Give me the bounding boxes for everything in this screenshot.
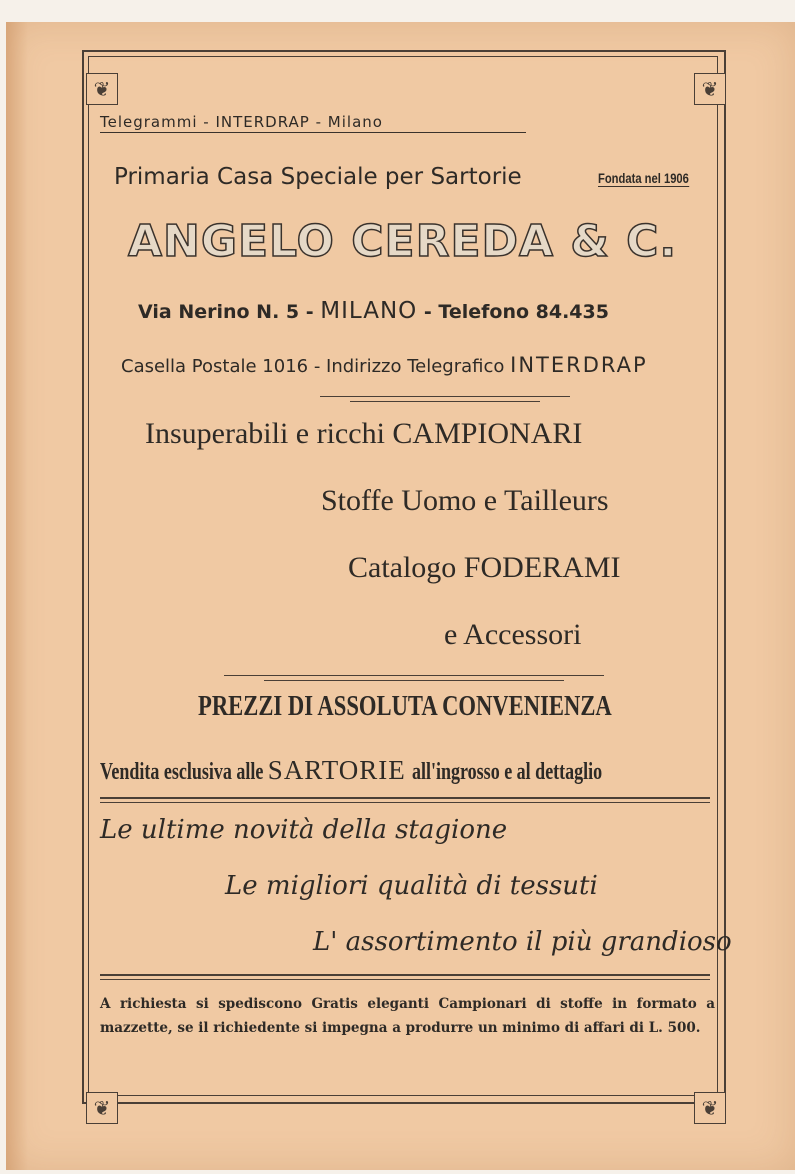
divider [224, 675, 604, 676]
postal-box: Casella Postale 1016 - Indirizzo Telegrafico [121, 356, 505, 377]
divider [350, 401, 540, 402]
city-name: MILANO [320, 298, 418, 324]
highlight-line: Le migliori qualità di tessuti [225, 871, 598, 901]
double-rule [100, 797, 710, 799]
highlight-line: L' assortimento il più grandioso [313, 927, 732, 957]
telegram-address: Telegrammi - INTERDRAP - Milano [100, 113, 526, 133]
offer-line: e Accessori [444, 618, 582, 651]
address-line [138, 298, 609, 324]
company-name: ANGELO CEREDA & C. [128, 216, 678, 267]
double-rule [100, 802, 710, 803]
double-rule [100, 974, 710, 976]
offer-line: Catalogo FODERAMI [348, 551, 621, 584]
offer-line: Stoffe Uomo e Tailleurs [321, 484, 609, 517]
sales-target: SARTORIE [267, 755, 406, 785]
founded-note: Fondata nel 1906 [598, 170, 689, 186]
divider [264, 680, 564, 681]
tagline: Primaria Casa Speciale per Sartorie [114, 164, 522, 190]
sales-prefix: Vendita esclusiva alle [100, 759, 264, 785]
street-address: Via Nerino N. 5 - [138, 301, 314, 323]
highlight-line: Le ultime novità della stagione [100, 815, 508, 845]
phone-number: - Telefono 84.435 [423, 301, 609, 323]
floral-ornament-icon: ❦ [694, 73, 726, 105]
sales-line [100, 755, 665, 786]
worn-edge [6, 22, 28, 1170]
postal-line [121, 353, 648, 377]
prices-headline: PREZZI DI ASSOLUTA CONVENIENZA [198, 690, 612, 722]
divider [320, 396, 570, 397]
telegraphic-code: INTERDRAP [510, 353, 648, 377]
floral-ornament-icon: ❦ [694, 1092, 726, 1124]
sales-suffix: all'ingrosso e al dettaglio [411, 759, 602, 785]
floral-ornament-icon: ❦ [86, 73, 118, 105]
double-rule [100, 979, 710, 980]
request-notice: A richiesta si spediscono Gratis eleganti Campionari di stoffe in formato a mazzette, se il richiedente si impegna a produrre un minimo di affari di L. 500. [100, 996, 715, 1036]
floral-ornament-icon: ❦ [86, 1092, 118, 1124]
offer-line: Insuperabili e ricchi CAMPIONARI [145, 417, 583, 450]
